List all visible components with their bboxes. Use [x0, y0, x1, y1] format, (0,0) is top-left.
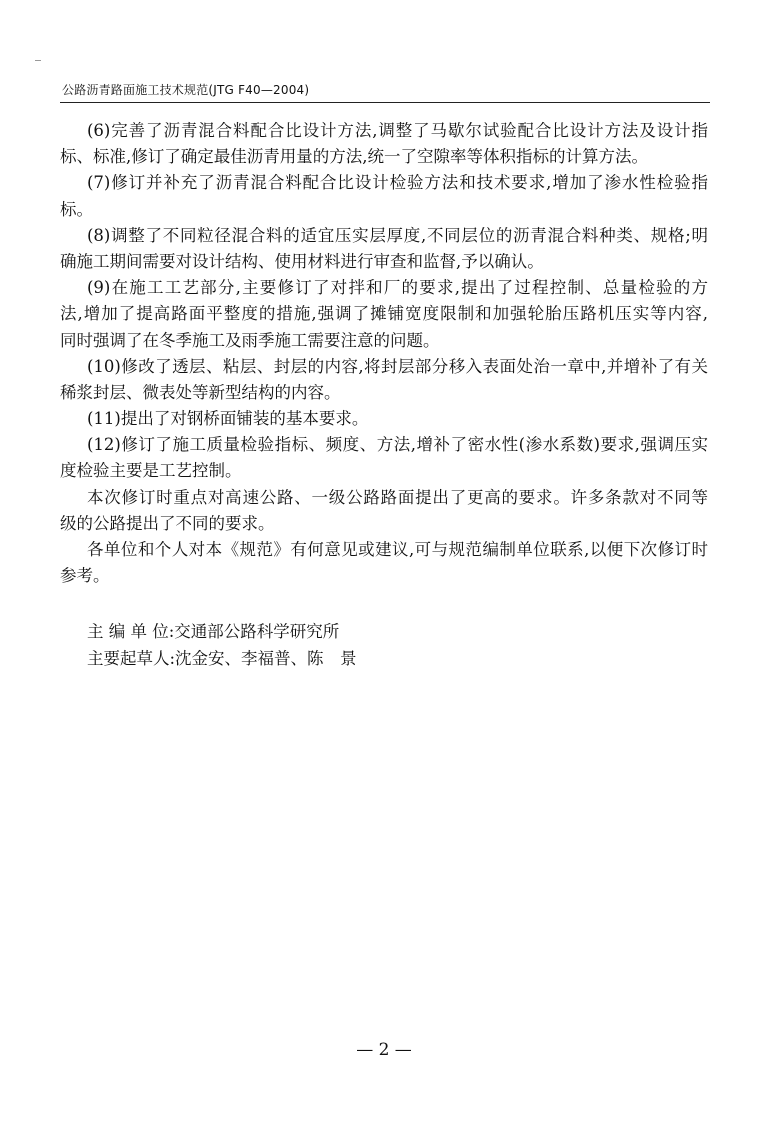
text-line: 各单位和个人对本《规范》有何意见或建议,可与规范编制单位联系,以便下次修订时 — [87, 540, 708, 559]
paragraph — [60, 354, 708, 406]
text-line: 参考。 — [60, 566, 110, 586]
paragraph — [60, 223, 708, 275]
text-line: (9)在施工工艺部分,主要修订了对拌和厂的要求,提出了过程控制、总量检验的方 — [87, 278, 708, 298]
text-line: 度检验主要是工艺控制。 — [60, 461, 242, 481]
text-line: (8)调整了不同粒径混合料的适宜压实层厚度,不同层位的沥青混合料种类、规格;明 — [87, 225, 708, 245]
text-line: 本次修订时重点对高速公路、一级公路路面提出了更高的要求。许多条款对不同等 — [87, 487, 708, 507]
paragraph — [60, 432, 708, 484]
credit-editor: 主 编 单 位:交通部公路科学研究所 — [87, 622, 340, 642]
text-line: 级的公路提出了不同的要求。 — [60, 513, 275, 533]
spacer — [60, 589, 708, 619]
text-line: (7)修订并补充了沥青混合料配合比设计检验方法和技术要求,增加了渗水性检验指 — [87, 173, 708, 193]
header-rule — [60, 102, 710, 103]
text-line: 标、标准,修订了确定最佳沥青用量的方法,统一了空隙率等体积指标的计算方法。 — [60, 147, 648, 167]
text-line: 确施工期间需要对设计结构、使用材料进行审查和监督,予以确认。 — [60, 251, 544, 271]
text-line: 标。 — [60, 199, 93, 219]
credit-drafters: 主要起草人:沈金安、李福普、陈 景 — [87, 648, 357, 668]
paragraph — [60, 406, 708, 432]
scan-mark — [35, 60, 41, 61]
paragraph — [60, 275, 708, 354]
running-header: 公路沥青路面施工技术规范(JTG F40—2004) — [62, 83, 310, 97]
text-line: (6)完善了沥青混合料配合比设计方法,调整了马歇尔试验配合比设计方法及设计指 — [87, 121, 708, 140]
text-line: 同时强调了在冬季施工及雨季施工需要注意的问题。 — [60, 330, 440, 350]
paragraph — [60, 485, 708, 537]
text-line: (10)修改了透层、粘层、封层的内容,将封层部分移入表面处治一章中,并增补了有关 — [87, 356, 708, 376]
document-body — [60, 118, 708, 672]
paragraph — [60, 170, 708, 222]
page-number: — 2 — — [356, 1040, 412, 1060]
paragraph — [60, 118, 708, 170]
text-line: 稀浆封层、微表处等新型结构的内容。 — [60, 382, 341, 402]
text-line: (12)修订了施工质量检验指标、频度、方法,增补了密水性(渗水系数)要求,强调压实 — [87, 435, 708, 455]
text-line: 法,增加了提高路面平整度的措施,强调了摊铺宽度限制和加强轮胎压路机压实等内容, — [60, 304, 708, 324]
text-line: (11)提出了对钢桥面铺装的基本要求。 — [87, 409, 369, 429]
paragraph — [60, 537, 708, 589]
